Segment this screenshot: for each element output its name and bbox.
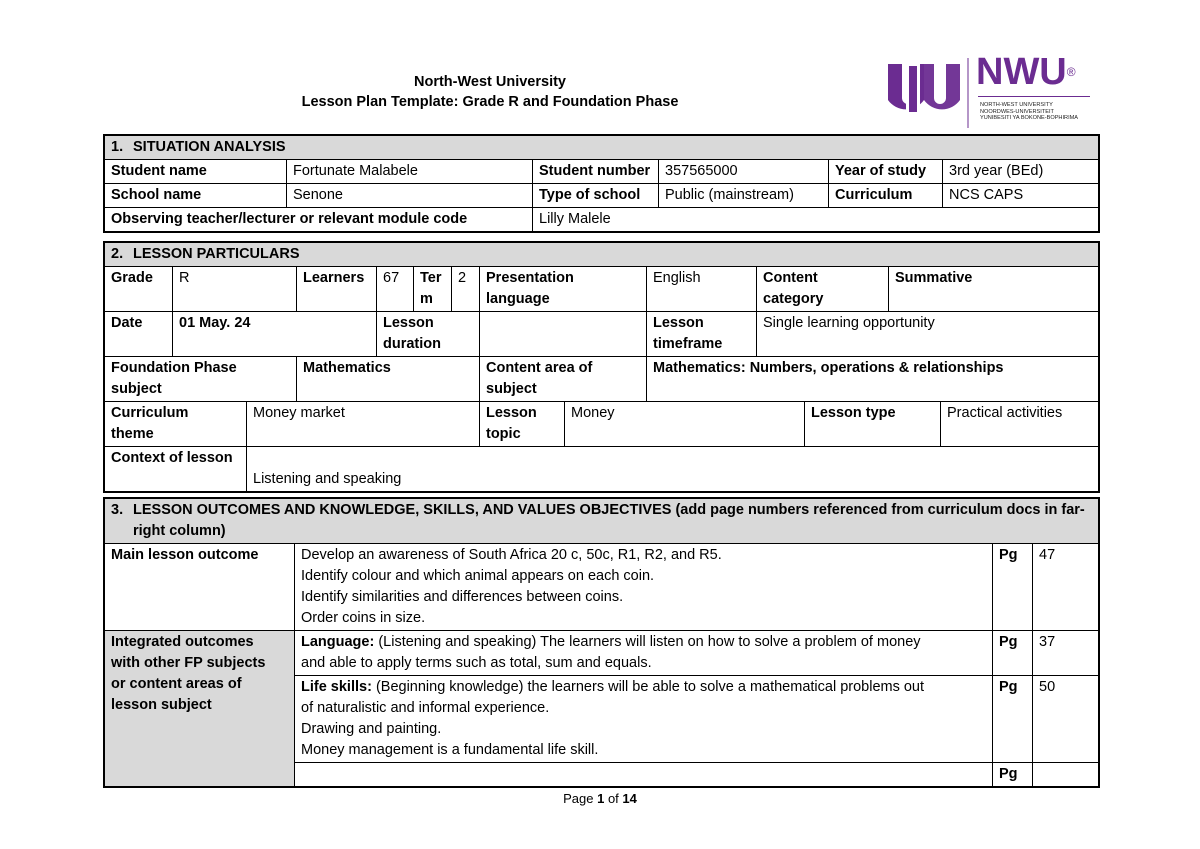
context-label: Context of lesson [105,447,247,492]
empty-pg-label: Pg [993,763,1033,787]
language-pg-label: Pg [993,631,1033,676]
school-name-value: Senone [287,184,533,208]
lesson-particulars-table [104,242,1099,492]
term-label: Ter m [414,267,452,312]
fp-subject-value: Mathematics [297,357,480,402]
student-name-label: Student name [105,160,287,184]
student-number-label: Student number [533,160,659,184]
main-outcome-text [295,544,993,631]
lesson-duration-value [480,312,647,357]
logo-registered-mark: ® [1066,65,1076,79]
main-outcome-label: Main lesson outcome [105,544,295,631]
presentation-language-value: English [647,267,757,312]
of-word: of [607,791,619,806]
curriculum-value: NCS CAPS [943,184,1099,208]
fp-subject-label: Foundation Phase subject [105,357,297,402]
student-name-value: Fortunate Malabele [287,160,533,184]
logo-line-2: NOORDWES-UNIVERSITEIT [980,108,1054,115]
content-category-value: Summative [889,267,1099,312]
school-name-label: School name [105,184,287,208]
curriculum-label: Curriculum [829,184,943,208]
curriculum-theme-label: Curriculum theme [105,402,247,447]
life-skills-pg-label: Pg [993,676,1033,763]
empty-pg-value [1033,763,1099,787]
page-total: 14 [622,791,637,806]
empty-outcome-text [295,763,993,787]
main-outcome-line: Identify similarities and differences between coins. [301,589,624,605]
presentation-language-label: Presentation language [480,267,647,312]
logo-line-3: YUNIBESITI YA BOKONE-BOPHIRIMA [980,115,1079,121]
content-category-label: Content category [757,267,889,312]
context-value: Listening and speaking [247,447,1099,492]
observer-value: Lilly Malele [533,208,1099,232]
content-area-value: Mathematics: Numbers, operations & relationships [647,357,1099,402]
situation-analysis-table [104,135,1099,232]
main-outcome-line: Develop an awareness of South Africa 20 c, 50c, R1, R2, and R5. [301,547,722,563]
term-value: 2 [452,267,480,312]
nwu-logo [884,52,1094,132]
lesson-outcomes-table [104,498,1099,787]
integrated-outcomes-label: Integrated outcomes with other FP subjects or content areas of lesson subject [105,631,295,787]
date-label: Date [105,312,173,357]
school-type-label: Type of school [533,184,659,208]
year-of-study-label: Year of study [829,160,943,184]
school-type-value: Public (mainstream) [659,184,829,208]
logo-line-1: NORTH-WEST UNIVERSITY [980,102,1053,108]
date-value: 01 May. 24 [173,312,377,357]
lesson-topic-value: Money [565,402,805,447]
logo-wordmark: NWU [976,51,1067,93]
particulars-heading: 2. LESSON PARTICULARS [105,243,1099,267]
life-skills-pg-value: 50 [1033,676,1099,763]
page-word: Page [563,791,594,806]
document-header [0,72,980,112]
learners-label: Learners [297,267,377,312]
main-outcome-line: Order coins in size. [301,610,426,626]
curriculum-theme-value: Money market [247,402,480,447]
language-outcome-text: Language: (Listening and speaking) The learners will listen on how to solve a problem of money and able to apply terms such as total, sum and equals. [295,631,993,676]
main-pg-label: Pg [993,544,1033,631]
situation-heading: 1. SITUATION ANALYSIS [105,136,1099,160]
page-number: 1 [597,791,605,806]
language-pg-value: 37 [1033,631,1099,676]
lesson-type-value: Practical activities [941,402,1099,447]
learners-value: 67 [377,267,414,312]
grade-value: R [173,267,297,312]
grade-label: Grade [105,267,173,312]
lesson-timeframe-label: Lesson timeframe [647,312,757,357]
page-footer [0,791,1200,806]
template-title: Lesson Plan Template: Grade R and Foundation Phase [301,94,679,110]
observer-label: Observing teacher/lecturer or relevant module code [105,208,533,232]
main-outcome-line: Identify colour and which animal appears on each coin. [301,568,655,584]
year-of-study-value: 3rd year (BEd) [943,160,1099,184]
lesson-topic-label: Lesson topic [480,402,565,447]
university-name: North-West University [413,74,566,90]
outcomes-heading: 3. LESSON OUTCOMES AND KNOWLEDGE, SKILLS, AND VALUES OBJECTIVES (add page numbers referenced from curriculum docs in far- right column) [105,499,1099,544]
student-number-value: 357565000 [659,160,829,184]
life-skills-outcome-text: Life skills: (Beginning knowledge) the learners will be able to solve a mathematical problems out of naturalistic and informal experience. Drawing and painting. Money management is a fundamental life skill. [295,676,993,763]
lesson-duration-label: Lesson duration [377,312,480,357]
lesson-timeframe-value: Single learning opportunity [757,312,1099,357]
main-pg-value: 47 [1033,544,1099,631]
lesson-type-label: Lesson type [805,402,941,447]
content-area-label: Content area of subject [480,357,647,402]
